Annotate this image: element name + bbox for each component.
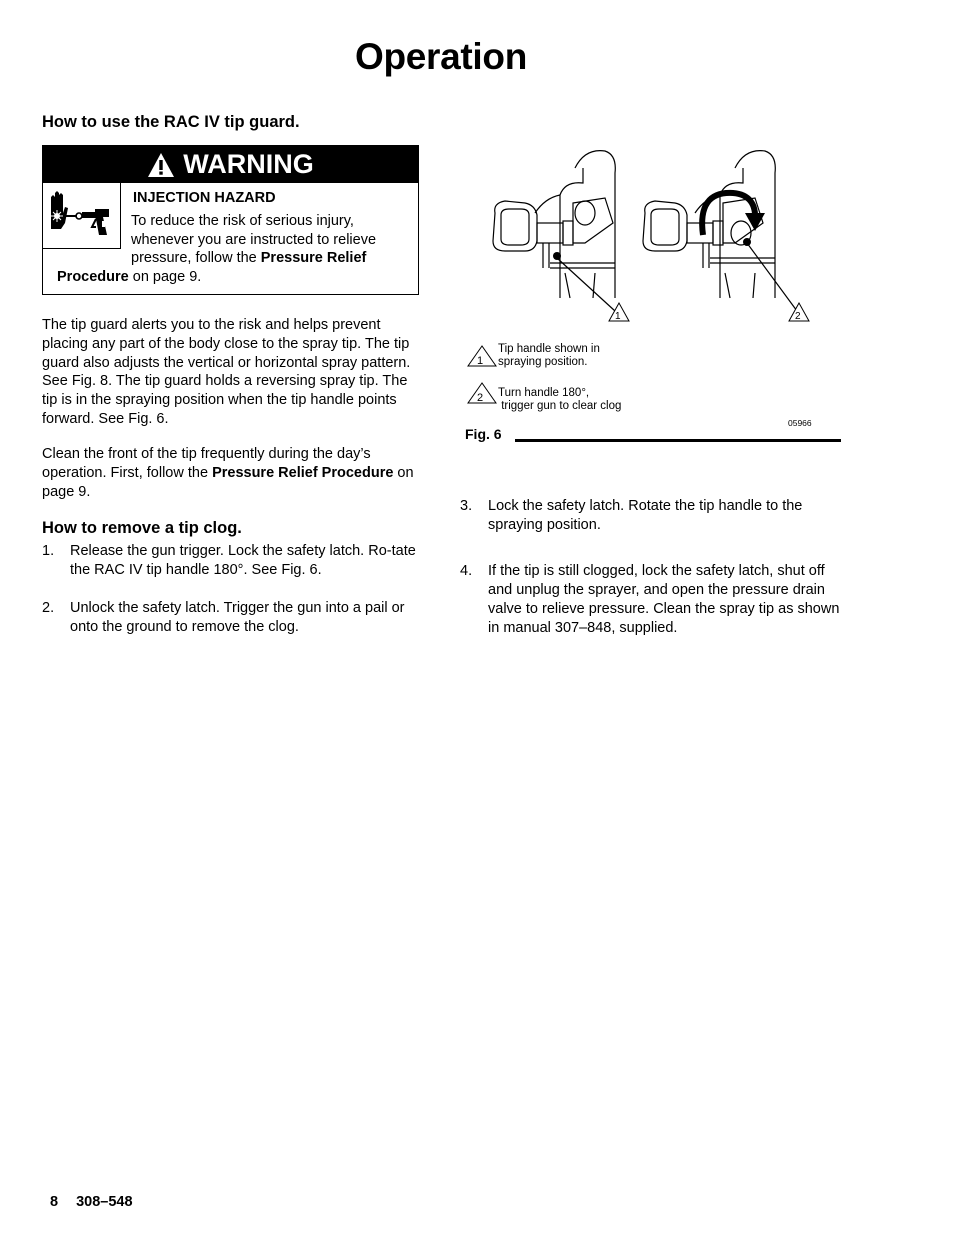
warning-box [42,145,419,295]
legend-2-triangle-icon [467,382,497,404]
list-item [42,542,422,582]
page-title: Operation [354,36,528,77]
clean-tip-bold: Pressure Relief Procedure [212,464,394,481]
section-heading-tip-clog: How to remove a tip clog. [42,519,242,537]
list-item-text: Unlock the safety latch. Trigger the gun into a pail or onto the ground to remove the clog. [70,600,405,635]
list-item-text: Lock the safety latch. Rotate the tip handle to the spraying position. [488,498,803,533]
list-item [460,497,850,537]
callout-1-label: 1 [615,311,621,322]
figure-caption-rule [515,439,841,442]
list-item-number: 1. [42,543,55,559]
injection-hazard-icon [43,183,121,249]
list-item-number: 4. [460,563,473,579]
warning-body-text: To reduce the risk of serious injury, whenever you are instructed to relieve pressure, follow the [131,213,377,267]
document-number: 308–548 [76,1194,133,1210]
legend-1-line1: Tip handle shown in [498,343,600,355]
list-item [460,562,850,642]
hazard-title: INJECTION HAZARD [133,190,276,206]
legend-1-line2: spraying position. [498,356,588,368]
figure-label: Fig. 6 [465,426,502,442]
clean-tip-end: on page 9. [42,464,414,500]
list-item-number: 3. [460,498,473,514]
warning-triangle-icon [147,152,175,178]
page-footer [50,1194,151,1210]
callout-2-label: 2 [795,311,801,322]
legend-1-number: 1 [477,355,484,367]
warning-body-bold: Pressure Relief [260,250,367,267]
section-heading-tip-guard: How to use the RAC IV tip guard. [42,113,300,131]
warning-header-label: WARNING [183,149,314,179]
list-item-text: Release the gun trigger. Lock the safety latch. Ro-tate the RAC IV tip handle 180°. See Fig. 6. [70,543,416,578]
legend-2-line1: Turn handle 180°, [498,387,590,399]
tip-guard-paragraph: The tip guard alerts you to the risk and helps prevent placing any part of the body close to the spray tip. The tip guard also adjusts the vertical or horizontal spray pattern. See Fig. 8. The tip guard holds a reversing spray tip. The tip is in the spraying position when the tip handle points forward. See Fig. 6. [42,317,411,427]
legend-2-number: 2 [477,392,484,404]
legend-item-1 [498,343,600,369]
warning-header [43,146,418,183]
legend-item-2 [498,387,621,413]
list-item-number: 2. [42,600,55,616]
warning-body-tail: on page 9. [128,269,202,285]
list-item-text: If the tip is still clogged, lock the safety latch, shut off and unplug the sprayer, and open the pressure drain valve to relieve pressure. Clean the spray tip as shown in manual 307–848, supplied. [488,563,840,636]
page-number: 8 [50,1194,59,1210]
legend-1-triangle-icon [467,345,497,367]
warning-body-continued [57,268,407,287]
warning-body-bold-2: Procedure [57,269,129,285]
clean-tip-text: Clean the front of the tip frequently during the day’s operation. First, follow the [42,446,371,481]
figure-code: 05966 [788,418,812,428]
warning-body [131,212,411,268]
list-item [42,599,422,639]
clean-tip-paragraph [42,445,424,501]
spray-gun-illustration [465,143,845,323]
legend-2-line2: trigger gun to clear clog [498,400,622,412]
